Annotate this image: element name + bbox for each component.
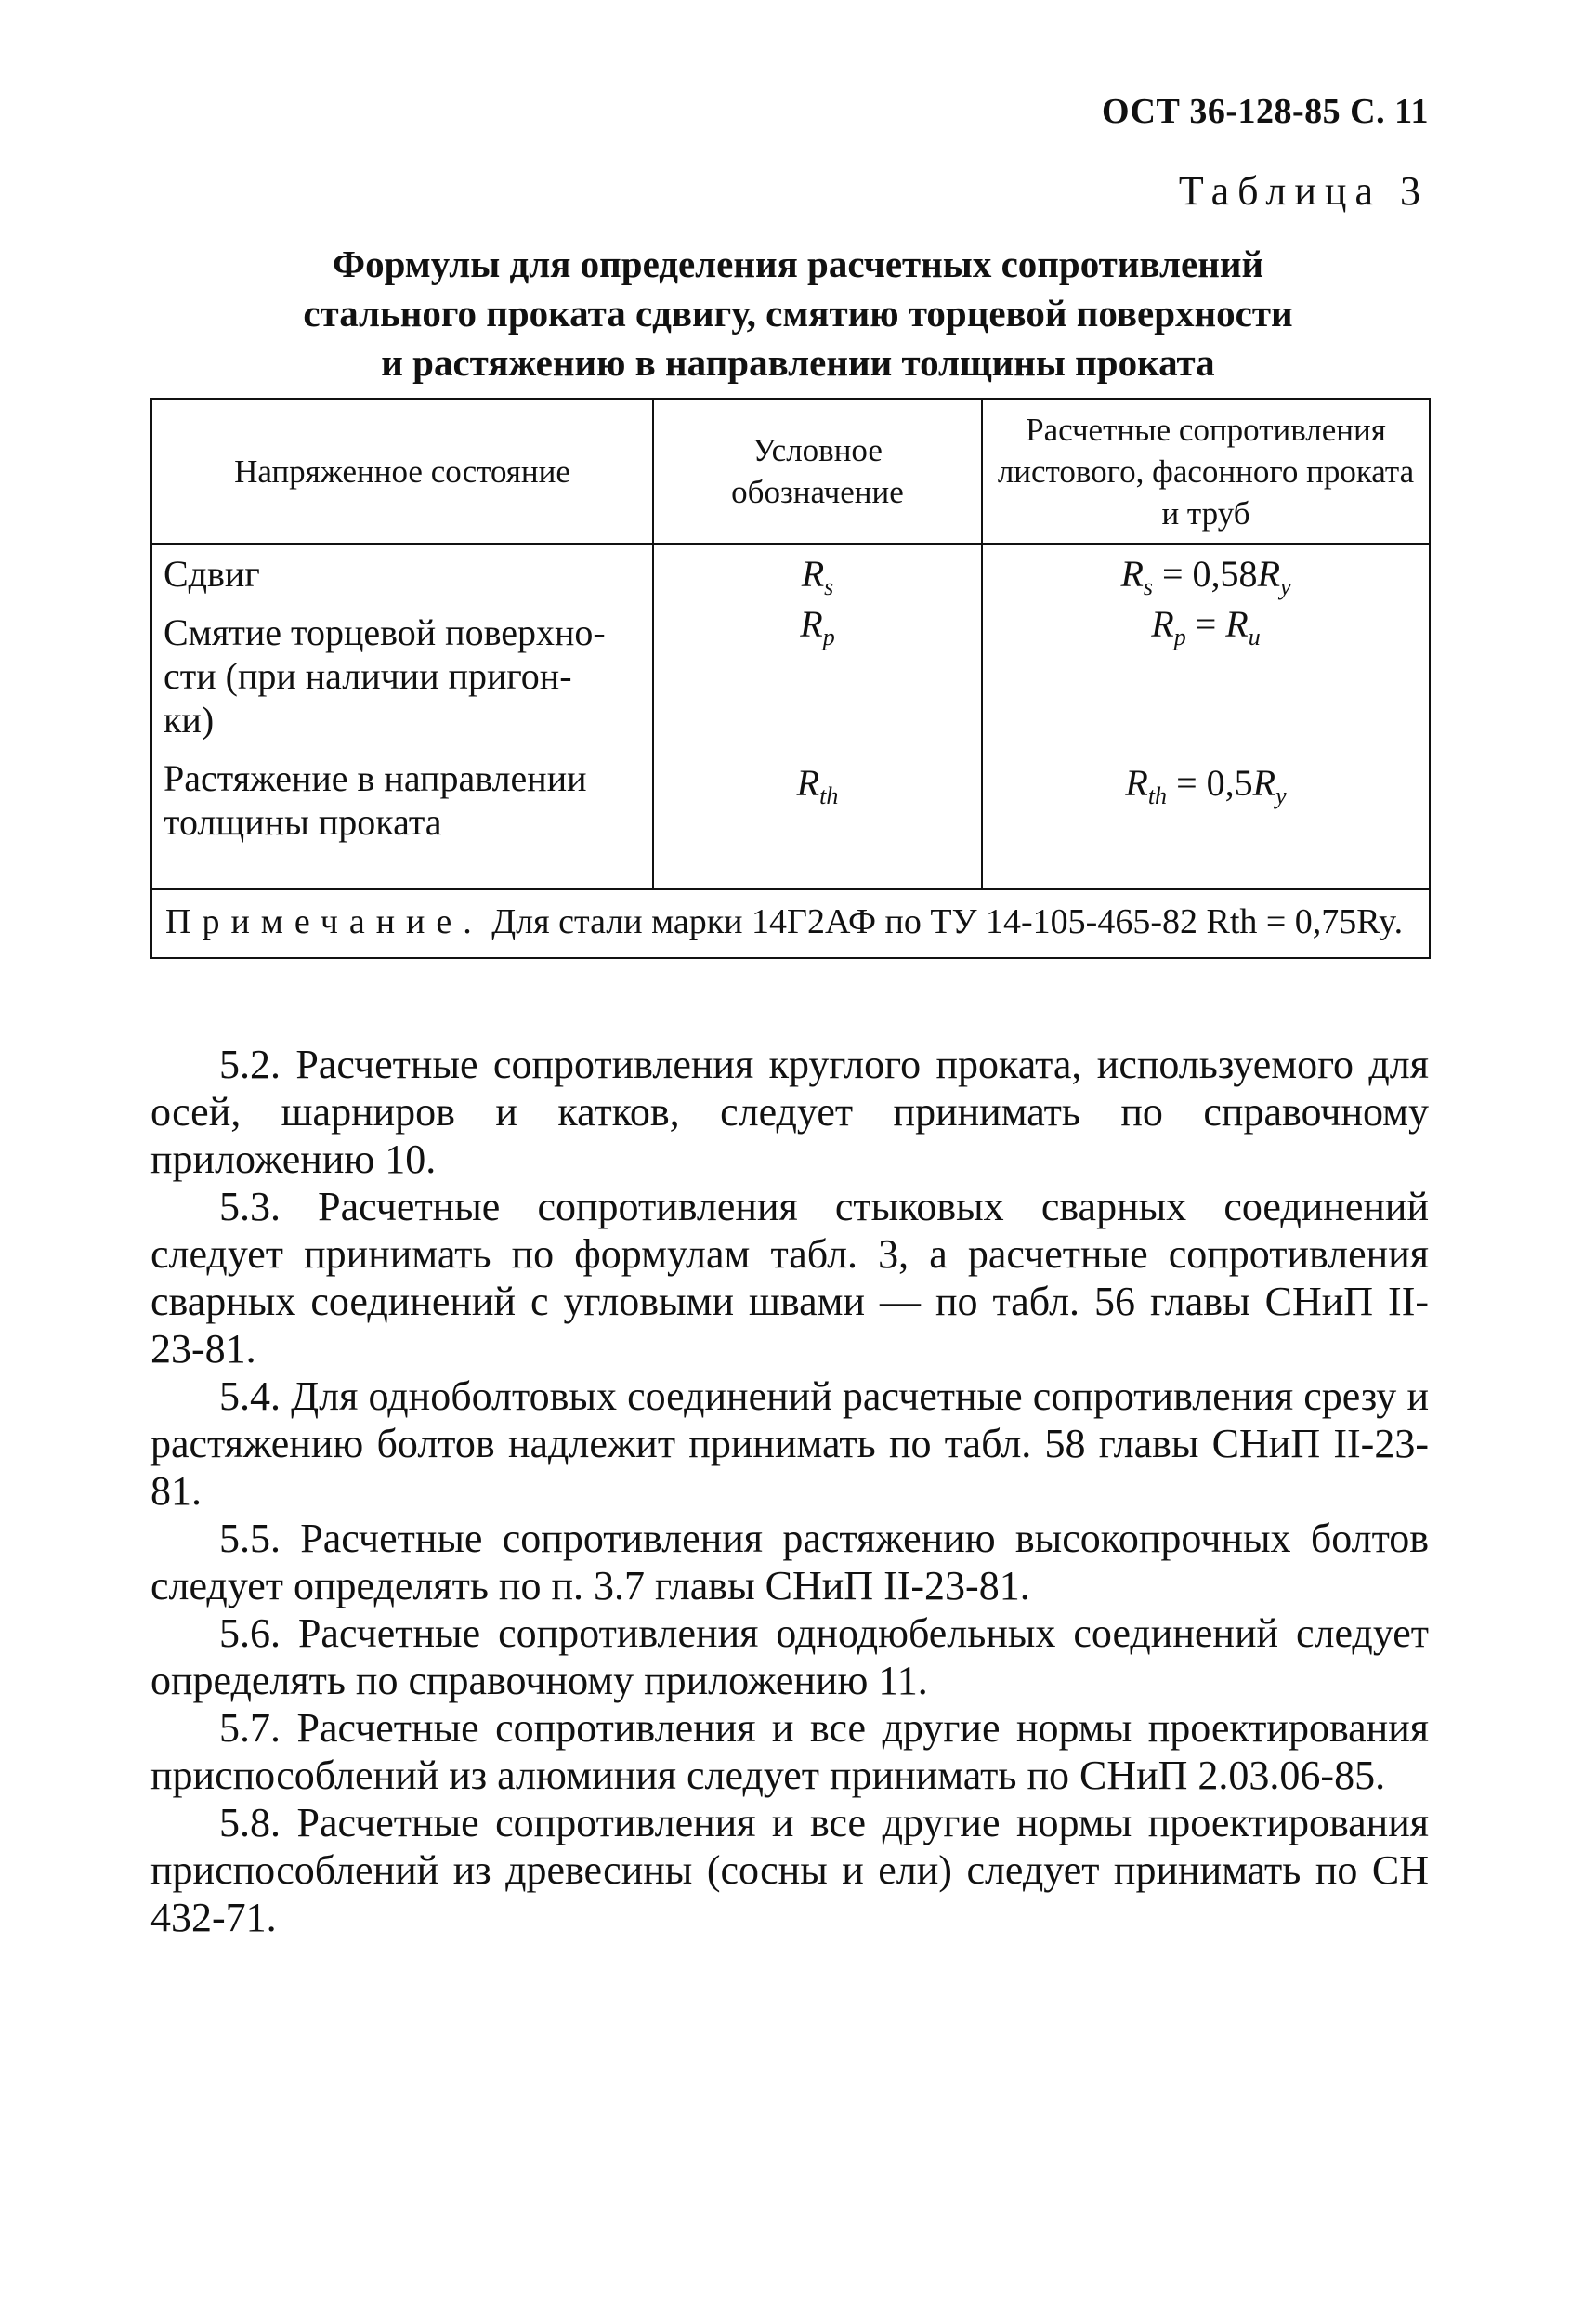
table-title-line: стального проката сдвигу, смятию торцевой поверхности bbox=[303, 292, 1293, 335]
paragraph-5-7: 5.7. Расчетные сопротивления и все другие нормы проектирования приспособлений из алюминия следует принимать по СНиП 2.03.06-85. bbox=[150, 1705, 1429, 1798]
state-tension-line: Растяжение в направлении bbox=[164, 757, 587, 799]
formulas-table bbox=[150, 398, 1431, 959]
table-body-row bbox=[151, 544, 1430, 889]
state-bearing-line: Смятие торцевой поверхно- bbox=[164, 611, 606, 653]
symbol-bearing: $R_p$ bbox=[800, 603, 835, 650]
symbol-tension: $R_{th}$ bbox=[796, 762, 839, 809]
table-title-line: Формулы для определения расчетных сопротивлений bbox=[332, 243, 1264, 285]
paragraph-5-6: 5.6. Расчетные сопротивления однодюбельных соединений следует определять по справочному приложению 11. bbox=[150, 1610, 1429, 1703]
page-header-doc-ref: ОСТ 36-128-85 С. 11 bbox=[1102, 92, 1429, 131]
table-title bbox=[149, 240, 1447, 387]
table-note-row bbox=[151, 889, 1430, 958]
paragraph-5-5: 5.5. Расчетные сопротивления растяжению высокопрочных болтов следует определять по п. 3.7 главы СНиП II-23-81. bbox=[150, 1516, 1429, 1608]
state-bearing bbox=[164, 611, 641, 742]
formula-tension: $R_{th} = 0,5R_y$ bbox=[1125, 762, 1287, 809]
paragraph-5-2: 5.2. Расчетные сопротивления круглого проката, используемого для осей, шарниров и катков, следует принимать по справочному приложению 10. bbox=[150, 1042, 1429, 1182]
formula-shear: $R_s = 0,58R_y$ bbox=[1120, 553, 1291, 600]
table-note bbox=[151, 889, 1430, 958]
stress-state-column bbox=[151, 544, 653, 889]
table-label: Таблица 3 bbox=[1178, 168, 1429, 214]
header-design-resistance: Расчетные сопротивления листового, фасонного проката и труб bbox=[982, 399, 1430, 544]
header-stress-state: Напряженное состояние bbox=[151, 399, 653, 544]
paragraph-5-8: 5.8. Расчетные сопротивления и все другие нормы проектирования приспособлений из древесины (сосны и ели) следует принимать по СН 432-71. bbox=[150, 1800, 1429, 1940]
paragraph-5-4: 5.4. Для одноболтовых соединений расчетные сопротивления срезу и растяжению болтов надлежит принимать по табл. 58 главы СНиП II-23-81. bbox=[150, 1373, 1429, 1514]
formula-column bbox=[982, 544, 1430, 889]
body-text bbox=[150, 1041, 1429, 1941]
state-shear: Сдвиг bbox=[164, 553, 260, 595]
state-tension-line: толщины проката bbox=[164, 801, 442, 843]
table-header-row bbox=[151, 399, 1430, 544]
table-title-line: и растяжению в направлении толщины проката bbox=[381, 341, 1215, 384]
state-bearing-line: сти (при наличии пригон- bbox=[164, 655, 572, 697]
note-text: Для стали марки 14Г2АФ по ТУ 14-105-465-82 Rth = 0,75Ry. bbox=[491, 902, 1404, 941]
header-symbol: Условное обозначение bbox=[653, 399, 982, 544]
paragraph-5-3: 5.3. Расчетные сопротивления стыковых сварных соединений следует принимать по формулам табл. 3, а расчетные сопротивления сварных соединений с угловыми швами — по табл. 56 главы СНиП II-23-81. bbox=[150, 1184, 1429, 1372]
note-label: Примечание. bbox=[165, 902, 483, 941]
formula-bearing: $R_p = R_u$ bbox=[1151, 603, 1261, 650]
symbol-shear: $R_s$ bbox=[801, 553, 834, 600]
state-tension bbox=[164, 756, 641, 844]
state-bearing-line: ки) bbox=[164, 699, 215, 741]
symbol-column bbox=[653, 544, 982, 889]
